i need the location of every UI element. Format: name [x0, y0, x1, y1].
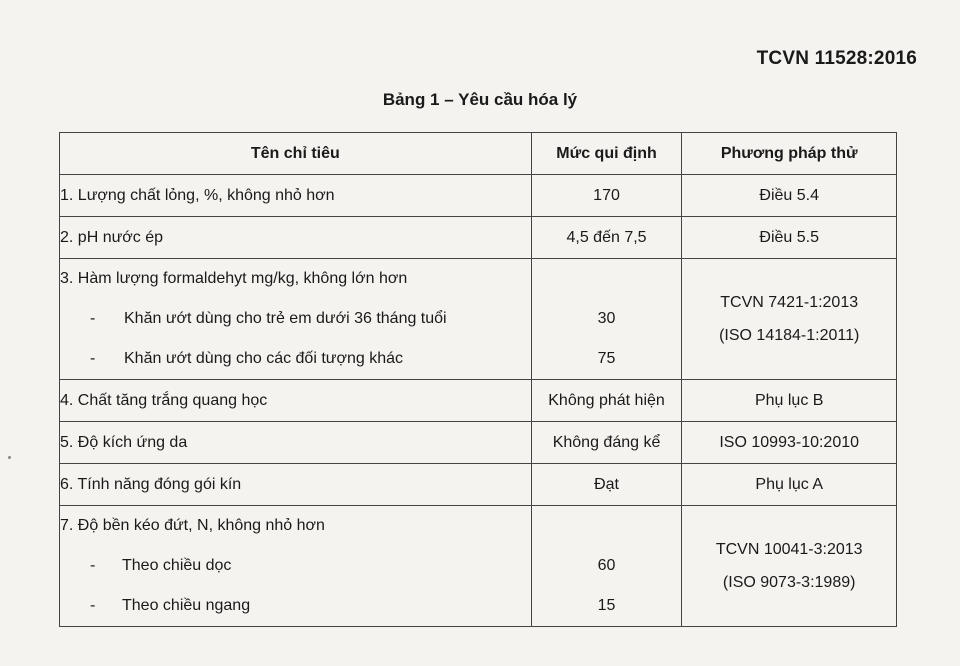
sub-indicator-name: Khăn ướt dùng cho trẻ em dưới 36 tháng tuổi [124, 310, 447, 327]
table-row [60, 380, 897, 422]
required-level: Đạt [531, 464, 682, 506]
test-method: Điều 5.5 [682, 217, 897, 259]
required-level: Không phát hiện [531, 380, 682, 422]
required-level-cell [531, 506, 682, 627]
sub-indicator [60, 339, 531, 379]
indicator-name: 2. pH nước ép [60, 217, 532, 259]
test-method: Điều 5.4 [682, 175, 897, 217]
table-row [60, 422, 897, 464]
test-method: Phụ lục B [682, 380, 897, 422]
table-header-row [60, 133, 897, 175]
required-level: 4,5 đến 7,5 [531, 217, 682, 259]
blank-line [532, 506, 682, 546]
required-level: 170 [531, 175, 682, 217]
indicator-name: 3. Hàm lượng formaldehyt mg/kg, không lớn hơn [60, 270, 408, 287]
test-method-iso: (ISO 14184-1:2011) [719, 327, 860, 344]
required-level: 75 [597, 350, 616, 367]
table-row [60, 217, 897, 259]
required-level: 60 [597, 557, 616, 574]
required-level-cell [531, 259, 682, 380]
sub-indicator-name: Khăn ướt dùng cho các đối tượng khác [124, 350, 404, 367]
list-dash: - [90, 597, 96, 614]
required-level: Không đáng kể [531, 422, 682, 464]
table-row [60, 175, 897, 217]
blank-line [532, 259, 682, 299]
indicator-name: 7. Độ bền kéo đứt, N, không nhỏ hơn [60, 517, 325, 534]
test-method-cell [682, 506, 897, 627]
test-method: TCVN 7421-1:2013 [720, 294, 859, 311]
table-row [60, 506, 897, 627]
list-dash: - [90, 350, 96, 367]
test-method: ISO 10993-10:2010 [682, 422, 897, 464]
header-indicator-name: Tên chỉ tiêu [60, 133, 532, 175]
sub-indicator [60, 546, 531, 586]
indicator-name: 4. Chất tăng trắng quang học [60, 380, 532, 422]
table-row [60, 259, 897, 380]
table-row [60, 464, 897, 506]
test-method: Phụ lục A [682, 464, 897, 506]
indicator-name-cell [60, 506, 532, 627]
sub-indicator [60, 586, 531, 626]
sub-indicator [60, 299, 531, 339]
indicator-name: 5. Độ kích ứng da [60, 422, 532, 464]
paper-speck [8, 456, 11, 459]
test-method: TCVN 10041-3:2013 [715, 541, 863, 558]
required-level: 30 [597, 310, 616, 327]
list-dash: - [90, 557, 96, 574]
indicator-name: 1. Lượng chất lỏng, %, không nhỏ hơn [60, 175, 532, 217]
test-method-iso: (ISO 9073-3:1989) [722, 574, 856, 591]
sub-indicator-name: Theo chiều dọc [122, 557, 232, 574]
sub-indicator-name: Theo chiều ngang [122, 597, 251, 614]
document-code: TCVN 11528:2016 [756, 48, 917, 69]
test-method-cell [682, 259, 897, 380]
indicator-name: 6. Tính năng đóng gói kín [60, 464, 532, 506]
header-test-method: Phương pháp thử [682, 133, 897, 175]
header-required-level: Mức qui định [531, 133, 682, 175]
requirements-table [59, 132, 897, 627]
table-title: Bảng 1 – Yêu cầu hóa lý [382, 90, 578, 109]
list-dash: - [90, 310, 96, 327]
indicator-name-cell [60, 259, 532, 380]
required-level: 15 [597, 597, 616, 614]
